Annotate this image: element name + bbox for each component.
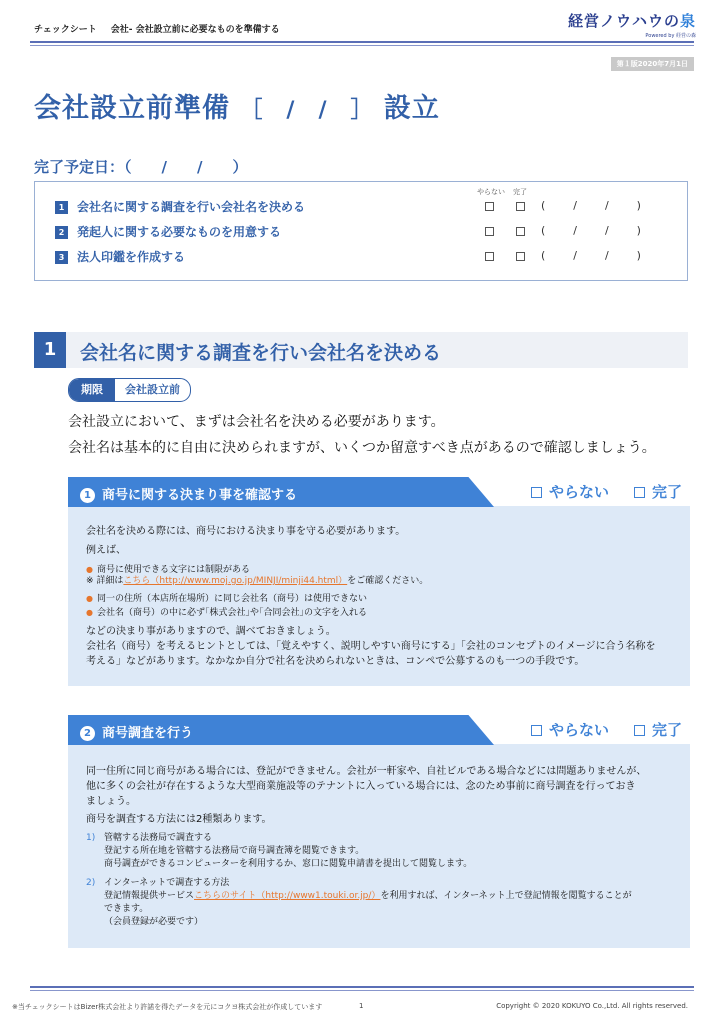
bullet-text: 同一の住所（本店所在場所）に同じ会社名（商号）は使用できない [96,594,367,604]
logo-tail-text: 泉 [679,12,696,30]
card-2-text: 商号を調査する方法には2種類あります。 [86,814,272,825]
title-main: 会社設立前準備 [34,93,230,124]
summary-col-skip: やらない [477,188,505,196]
card-1-note [86,574,428,589]
summary-item-label: 発起人に関する必要なものを用意する [77,225,282,239]
logo [568,10,696,39]
intro-line-1: 会社設立において、まずは会社名を決める必要があります。 [68,414,445,430]
card-2-title-text: 商号調査を行う [102,726,194,741]
done-label: 完了 [652,721,683,739]
skip-label: やらない [549,483,610,501]
deadline-value: 会社設立前 [125,383,180,396]
method-1-title-text: 管轄する法務局で調査する [104,833,213,843]
card-1-text: 例えば、 [86,545,126,556]
logo-sub-text: Powered by 経営の森 [645,33,696,39]
card-1-text: 会社名（商号）を考えるヒントとしては、「覚えやすく、説明しやすい商号にする」「会社のコンセプトのイメージに合う名称を [86,641,656,652]
summary-col-done: 完了 [513,188,527,196]
bullet-text: 商号に使用できる文字には制限がある [96,565,250,575]
summary-item-num: 2 [55,226,68,239]
footer-note: ※当チェックシートはBizer株式会社より許諾を得たデータを元にコクヨ株式会社が作成しています [12,1003,323,1011]
touki-link[interactable]: こちらのサイト（http://www1.touki.or.jp/） [194,891,381,901]
card-1-text: 会社名を決める際には、商号における決まり事を守る必要があります。 [86,526,406,537]
card-2-number-icon: 2 [80,726,95,741]
method-2-num: 2) [86,878,96,888]
deadline-label: 期限 [69,379,115,401]
bullet-icon: ● [86,608,93,617]
checkbox-icon [531,725,542,736]
method-2-title-text: インターネットで調査する方法 [104,878,230,888]
note-suffix: をご確認ください。 [347,576,429,586]
method-2-line: できます。 [104,904,149,914]
note-prefix: ※ 詳細は [86,576,124,586]
summary-date-template: ( / / ) [541,224,641,237]
card-1-number-icon: 1 [80,488,95,503]
card-1-title [80,484,297,503]
page-title [34,86,440,125]
summary-item-num: 3 [55,251,68,264]
method-1-line: 商号調査ができるコンピューターを利用するか、窓口に閲覧申請書を提出して閲覧します。 [104,859,473,869]
header-rule-thin [30,45,694,46]
summary-item-label: 会社名に関する調査を行い会社名を決める [77,200,306,214]
section-title: 会社名に関する調査を行い会社名を決める [80,342,442,364]
checkbox-icon [531,487,542,498]
card-1-text: 考える」などがあります。なかなか自分で社名を決められないときは、コンペで公募するのも一つの手段です。 [86,656,585,667]
card-1-done-option[interactable] [634,481,682,502]
card-1-skip-option[interactable] [531,481,609,502]
header-breadcrumb [34,22,280,35]
intro-line-2: 会社名は基本的に自由に決められますが、いくつか留意すべき点があるので確認しましょう。 [68,440,656,456]
card-2-text: 同一住所に同じ商号がある場合には、登記ができません。会社が一軒家や、自社ビルである場合などには問題ありませんが、 [86,766,647,777]
done-checkbox[interactable] [516,227,525,236]
skip-label: やらない [549,721,610,739]
summary-item [55,198,305,215]
due-blank: （ / / ） [124,158,248,176]
method-1-line: 登記する所在地を管轄する法務局で商号調査簿を閲覧できます。 [104,846,365,856]
section-number: 1 [34,332,66,368]
copyright: Copyright © 2020 KOKUYO Co.,Ltd. All rights reserved. [496,1002,688,1010]
summary-item [55,223,281,240]
due-label: 完了予定日： [34,158,125,176]
sheet-label: チェックシート [34,25,97,35]
card-2-skip-option[interactable] [531,719,609,740]
card-1-title-text: 商号に関する決まり事を確認する [102,488,298,503]
page-number: 1 [359,1002,364,1010]
bullet-text: 会社名（商号）の中に必ず｢株式会社｣や｢合同会社｣の文字を入れる [96,608,367,618]
footer-rule-thin [30,990,694,991]
done-label: 完了 [652,483,683,501]
checkbox-icon [634,725,645,736]
method-2-line: （会員登録が必要です） [104,917,204,927]
summary-item-label: 法人印鑑を作成する [77,250,186,264]
skip-checkbox[interactable] [485,202,494,211]
deadline-pill [68,378,191,402]
breadcrumb-text: 会社- 会社設立前に必要なものを準備する [110,25,280,35]
skip-checkbox[interactable] [485,227,494,236]
checkbox-icon [634,487,645,498]
logo-main-text: 経営ノウハウの [567,12,680,30]
moj-link[interactable]: こちら（http://www.moj.go.jp/MINJI/minji44.html） [123,576,348,586]
done-checkbox[interactable] [516,252,525,261]
bullet-icon: ● [86,565,93,574]
title-date-blank: ［ / / ］ [240,98,374,123]
done-checkbox[interactable] [516,202,525,211]
method-1-num: 1) [86,833,96,843]
summary-item-num: 1 [55,201,68,214]
bullet-icon: ● [86,594,93,603]
skip-checkbox[interactable] [485,252,494,261]
footer-rule [30,986,694,988]
card-1-bullet [86,605,367,621]
summary-date-template: ( / / ) [541,249,641,262]
edition-badge: 第１版2020年7月1日 [611,57,694,71]
card-2-text: ましょう。 [86,796,136,807]
header-rule [30,41,694,43]
summary-date-template: ( / / ) [541,199,641,212]
card-1-text: などの決まり事がありますので、調べておきましょう。 [86,626,336,637]
method-2-line [104,889,632,904]
title-suffix: 設立 [383,93,440,124]
method-2-suffix: を利用すれば、インターネット上で登記情報を閲覧することが [380,891,632,901]
summary-item [55,248,185,265]
method-2-prefix: 登記情報提供サービス [104,891,195,901]
card-2-text: 他に多くの会社が存在するような大型商業施設等のテナントに入っている場合には、念のため事前に商号調査を行っておき [86,781,636,792]
due-date [34,156,247,177]
card-2-done-option[interactable] [634,719,682,740]
card-2-title [80,722,193,741]
